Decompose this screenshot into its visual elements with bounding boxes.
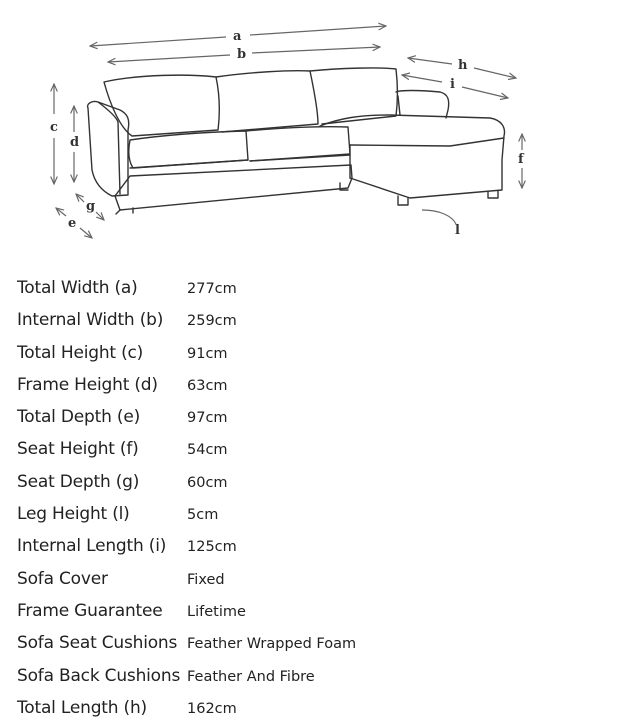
spec-label: Internal Width (b) bbox=[17, 310, 164, 331]
spec-row bbox=[0, 694, 619, 726]
spec-row bbox=[0, 629, 619, 661]
dim-label-g: g bbox=[86, 199, 96, 214]
spec-row bbox=[0, 339, 619, 371]
dim-label-c: c bbox=[50, 120, 58, 135]
spec-row bbox=[0, 597, 619, 629]
spec-label: Sofa Back Cushions bbox=[17, 665, 181, 686]
spec-label: Leg Height (l) bbox=[17, 504, 130, 525]
spec-label: Total Height (c) bbox=[17, 342, 144, 363]
spec-value: 125cm bbox=[187, 539, 237, 556]
dim-label-b: b bbox=[237, 47, 247, 62]
sofa-line-drawing bbox=[0, 0, 619, 270]
spec-value: Feather And Fibre bbox=[187, 668, 315, 685]
spec-value: 54cm bbox=[187, 442, 228, 459]
spec-value: 60cm bbox=[187, 474, 228, 491]
spec-row bbox=[0, 532, 619, 564]
spec-label: Seat Depth (g) bbox=[17, 471, 140, 492]
spec-value: 63cm bbox=[187, 377, 228, 394]
spec-value: 97cm bbox=[187, 410, 228, 427]
spec-row bbox=[0, 662, 619, 694]
sofa-dimension-diagram bbox=[0, 0, 619, 270]
spec-label: Total Length (h) bbox=[17, 697, 147, 718]
spec-row bbox=[0, 500, 619, 532]
spec-row bbox=[0, 468, 619, 500]
spec-value: 162cm bbox=[187, 700, 237, 717]
spec-value: Lifetime bbox=[187, 603, 246, 620]
dim-label-i: i bbox=[450, 77, 455, 92]
spec-label: Frame Guarantee bbox=[17, 600, 163, 621]
dim-label-e: e bbox=[68, 216, 77, 231]
spec-value: Feather Wrapped Foam bbox=[187, 636, 357, 653]
spec-label: Frame Height (d) bbox=[17, 374, 158, 395]
dim-label-f: f bbox=[518, 152, 524, 167]
spec-label: Internal Length (i) bbox=[17, 536, 167, 557]
dimension-labels bbox=[50, 29, 525, 238]
spec-row bbox=[0, 306, 619, 338]
spec-value: 259cm bbox=[187, 313, 237, 330]
spec-label: Sofa Seat Cushions bbox=[17, 633, 178, 654]
spec-row bbox=[0, 435, 619, 467]
dim-label-h: h bbox=[458, 58, 468, 73]
spec-value: 91cm bbox=[187, 345, 228, 362]
dim-label-d: d bbox=[70, 135, 80, 150]
spec-value: 277cm bbox=[187, 281, 237, 297]
spec-label: Seat Height (f) bbox=[17, 439, 139, 460]
spec-value: Fixed bbox=[187, 571, 225, 588]
spec-row bbox=[0, 371, 619, 403]
spec-label: Total Depth (e) bbox=[17, 407, 141, 428]
sofa-outline bbox=[88, 68, 505, 214]
spec-label: Sofa Cover bbox=[17, 568, 108, 589]
dimension-lines bbox=[54, 26, 522, 238]
dim-label-a: a bbox=[233, 29, 242, 44]
spec-row bbox=[0, 403, 619, 435]
spec-row bbox=[0, 274, 619, 306]
specification-table bbox=[0, 274, 619, 726]
dim-label-l: l bbox=[455, 223, 460, 238]
spec-value: 5cm bbox=[187, 507, 219, 524]
spec-label: Total Width (a) bbox=[17, 278, 138, 298]
spec-row bbox=[0, 565, 619, 597]
